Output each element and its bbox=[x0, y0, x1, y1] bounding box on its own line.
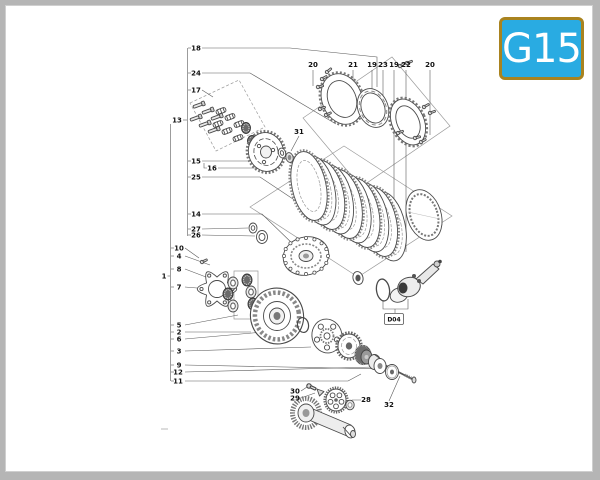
leader-line bbox=[185, 365, 385, 369]
hub-stud bbox=[289, 267, 292, 270]
roller bbox=[246, 286, 256, 298]
hub-stud bbox=[296, 271, 299, 274]
hub-stud bbox=[289, 242, 292, 245]
hub-stud bbox=[320, 267, 323, 270]
callout-label: 21 bbox=[348, 61, 358, 69]
leader-line bbox=[185, 367, 373, 372]
roller bbox=[242, 274, 252, 286]
leader-line bbox=[185, 287, 197, 288]
callout-label: 3 bbox=[176, 347, 182, 356]
screw-icon bbox=[199, 120, 212, 128]
callout-label: 22 bbox=[401, 61, 411, 69]
end-washer bbox=[386, 365, 399, 380]
hub-stud bbox=[325, 248, 328, 251]
ring-screw-icon bbox=[422, 103, 430, 110]
callout-label: 11 bbox=[173, 377, 183, 386]
hub-stud bbox=[304, 236, 307, 239]
parts-artwork bbox=[190, 59, 449, 439]
callout-label: 15 bbox=[191, 157, 201, 166]
hub-stud bbox=[313, 238, 316, 241]
callout-label: 27 bbox=[191, 225, 201, 234]
callout-label: 13 bbox=[172, 116, 182, 125]
callout-label: 17 bbox=[191, 86, 201, 95]
slave-o-ring bbox=[375, 278, 391, 302]
callout-label: 7 bbox=[176, 283, 182, 292]
hub-stud bbox=[282, 254, 285, 257]
callout-label: 4 bbox=[176, 252, 182, 261]
leader-line bbox=[202, 177, 296, 201]
callout-label: 19 bbox=[367, 61, 377, 69]
leader-line bbox=[202, 235, 255, 236]
leader-line bbox=[185, 269, 206, 277]
ref-box-d04[interactable] bbox=[385, 314, 404, 325]
hub-stud bbox=[320, 242, 323, 245]
callout-label: 10 bbox=[174, 244, 184, 253]
nut-hole bbox=[348, 403, 352, 408]
screw-icon bbox=[190, 114, 203, 122]
roller bbox=[228, 300, 238, 312]
leader-line bbox=[185, 315, 238, 325]
roller bbox=[228, 277, 238, 289]
idler-gear bbox=[325, 388, 348, 413]
callout-label: 25 bbox=[191, 173, 201, 182]
roller bbox=[223, 288, 233, 300]
callout-label: 31 bbox=[294, 128, 304, 136]
hub-stud bbox=[313, 271, 316, 274]
callout-label: 24 bbox=[191, 69, 201, 78]
hub-stud bbox=[284, 261, 287, 264]
leader-line bbox=[185, 347, 311, 351]
callout-label: 1 bbox=[161, 272, 167, 281]
screw-icon bbox=[193, 101, 206, 109]
clutch-center-hub bbox=[279, 232, 333, 281]
spring-icon bbox=[212, 120, 223, 128]
callout-label: 26 bbox=[191, 231, 201, 240]
ring-screw-icon bbox=[325, 67, 333, 74]
callout-label: 12 bbox=[173, 368, 183, 377]
spring-icon bbox=[224, 113, 235, 121]
diagram-code-text: G15 bbox=[502, 25, 581, 72]
callout-label: 23 bbox=[378, 61, 388, 69]
callout-label: 8 bbox=[176, 265, 182, 274]
hub-stud bbox=[304, 272, 307, 275]
diagram-code-badge bbox=[499, 17, 584, 80]
ref-box-label: D04 bbox=[387, 316, 401, 324]
leader-line bbox=[185, 374, 361, 381]
leader-line bbox=[291, 136, 299, 151]
spring-screw-kit bbox=[190, 101, 257, 147]
leader-line bbox=[202, 214, 296, 247]
spring-icon bbox=[232, 134, 243, 142]
callout-label: 32 bbox=[384, 401, 394, 409]
leader-line bbox=[301, 387, 307, 391]
ring-screw-icon bbox=[428, 109, 436, 115]
callout-label: 29 bbox=[290, 394, 300, 403]
callout-label: 20 bbox=[308, 61, 318, 69]
hub-stud bbox=[325, 261, 328, 264]
callout-label: 14 bbox=[191, 210, 201, 219]
spacer-hub bbox=[369, 355, 387, 374]
callout-label: 19 bbox=[389, 61, 399, 69]
hub-stud bbox=[296, 238, 299, 241]
callout-label: 20 bbox=[425, 61, 435, 69]
spring-icon bbox=[215, 107, 226, 115]
leader-line bbox=[202, 90, 213, 97]
callout-label: 30 bbox=[290, 387, 300, 396]
callout-label: 28 bbox=[361, 396, 371, 404]
screw-icon bbox=[202, 107, 215, 115]
hub-stud bbox=[326, 254, 329, 257]
cone-washer bbox=[317, 389, 324, 396]
callout-label: 2 bbox=[176, 328, 182, 337]
callout-label: 5 bbox=[176, 321, 182, 330]
hub-stud bbox=[284, 248, 287, 251]
callout-label: 16 bbox=[207, 164, 217, 173]
steel-ring-gear bbox=[400, 185, 448, 245]
callout-label: 18 bbox=[191, 44, 201, 53]
leader-line bbox=[202, 228, 248, 229]
spring-icon bbox=[221, 127, 232, 135]
callout-label: 6 bbox=[176, 335, 182, 344]
bolt-icon bbox=[306, 383, 317, 391]
slave-cylinder bbox=[375, 260, 442, 305]
callout-label: 9 bbox=[176, 361, 182, 370]
flange-screw-icon bbox=[200, 258, 208, 264]
